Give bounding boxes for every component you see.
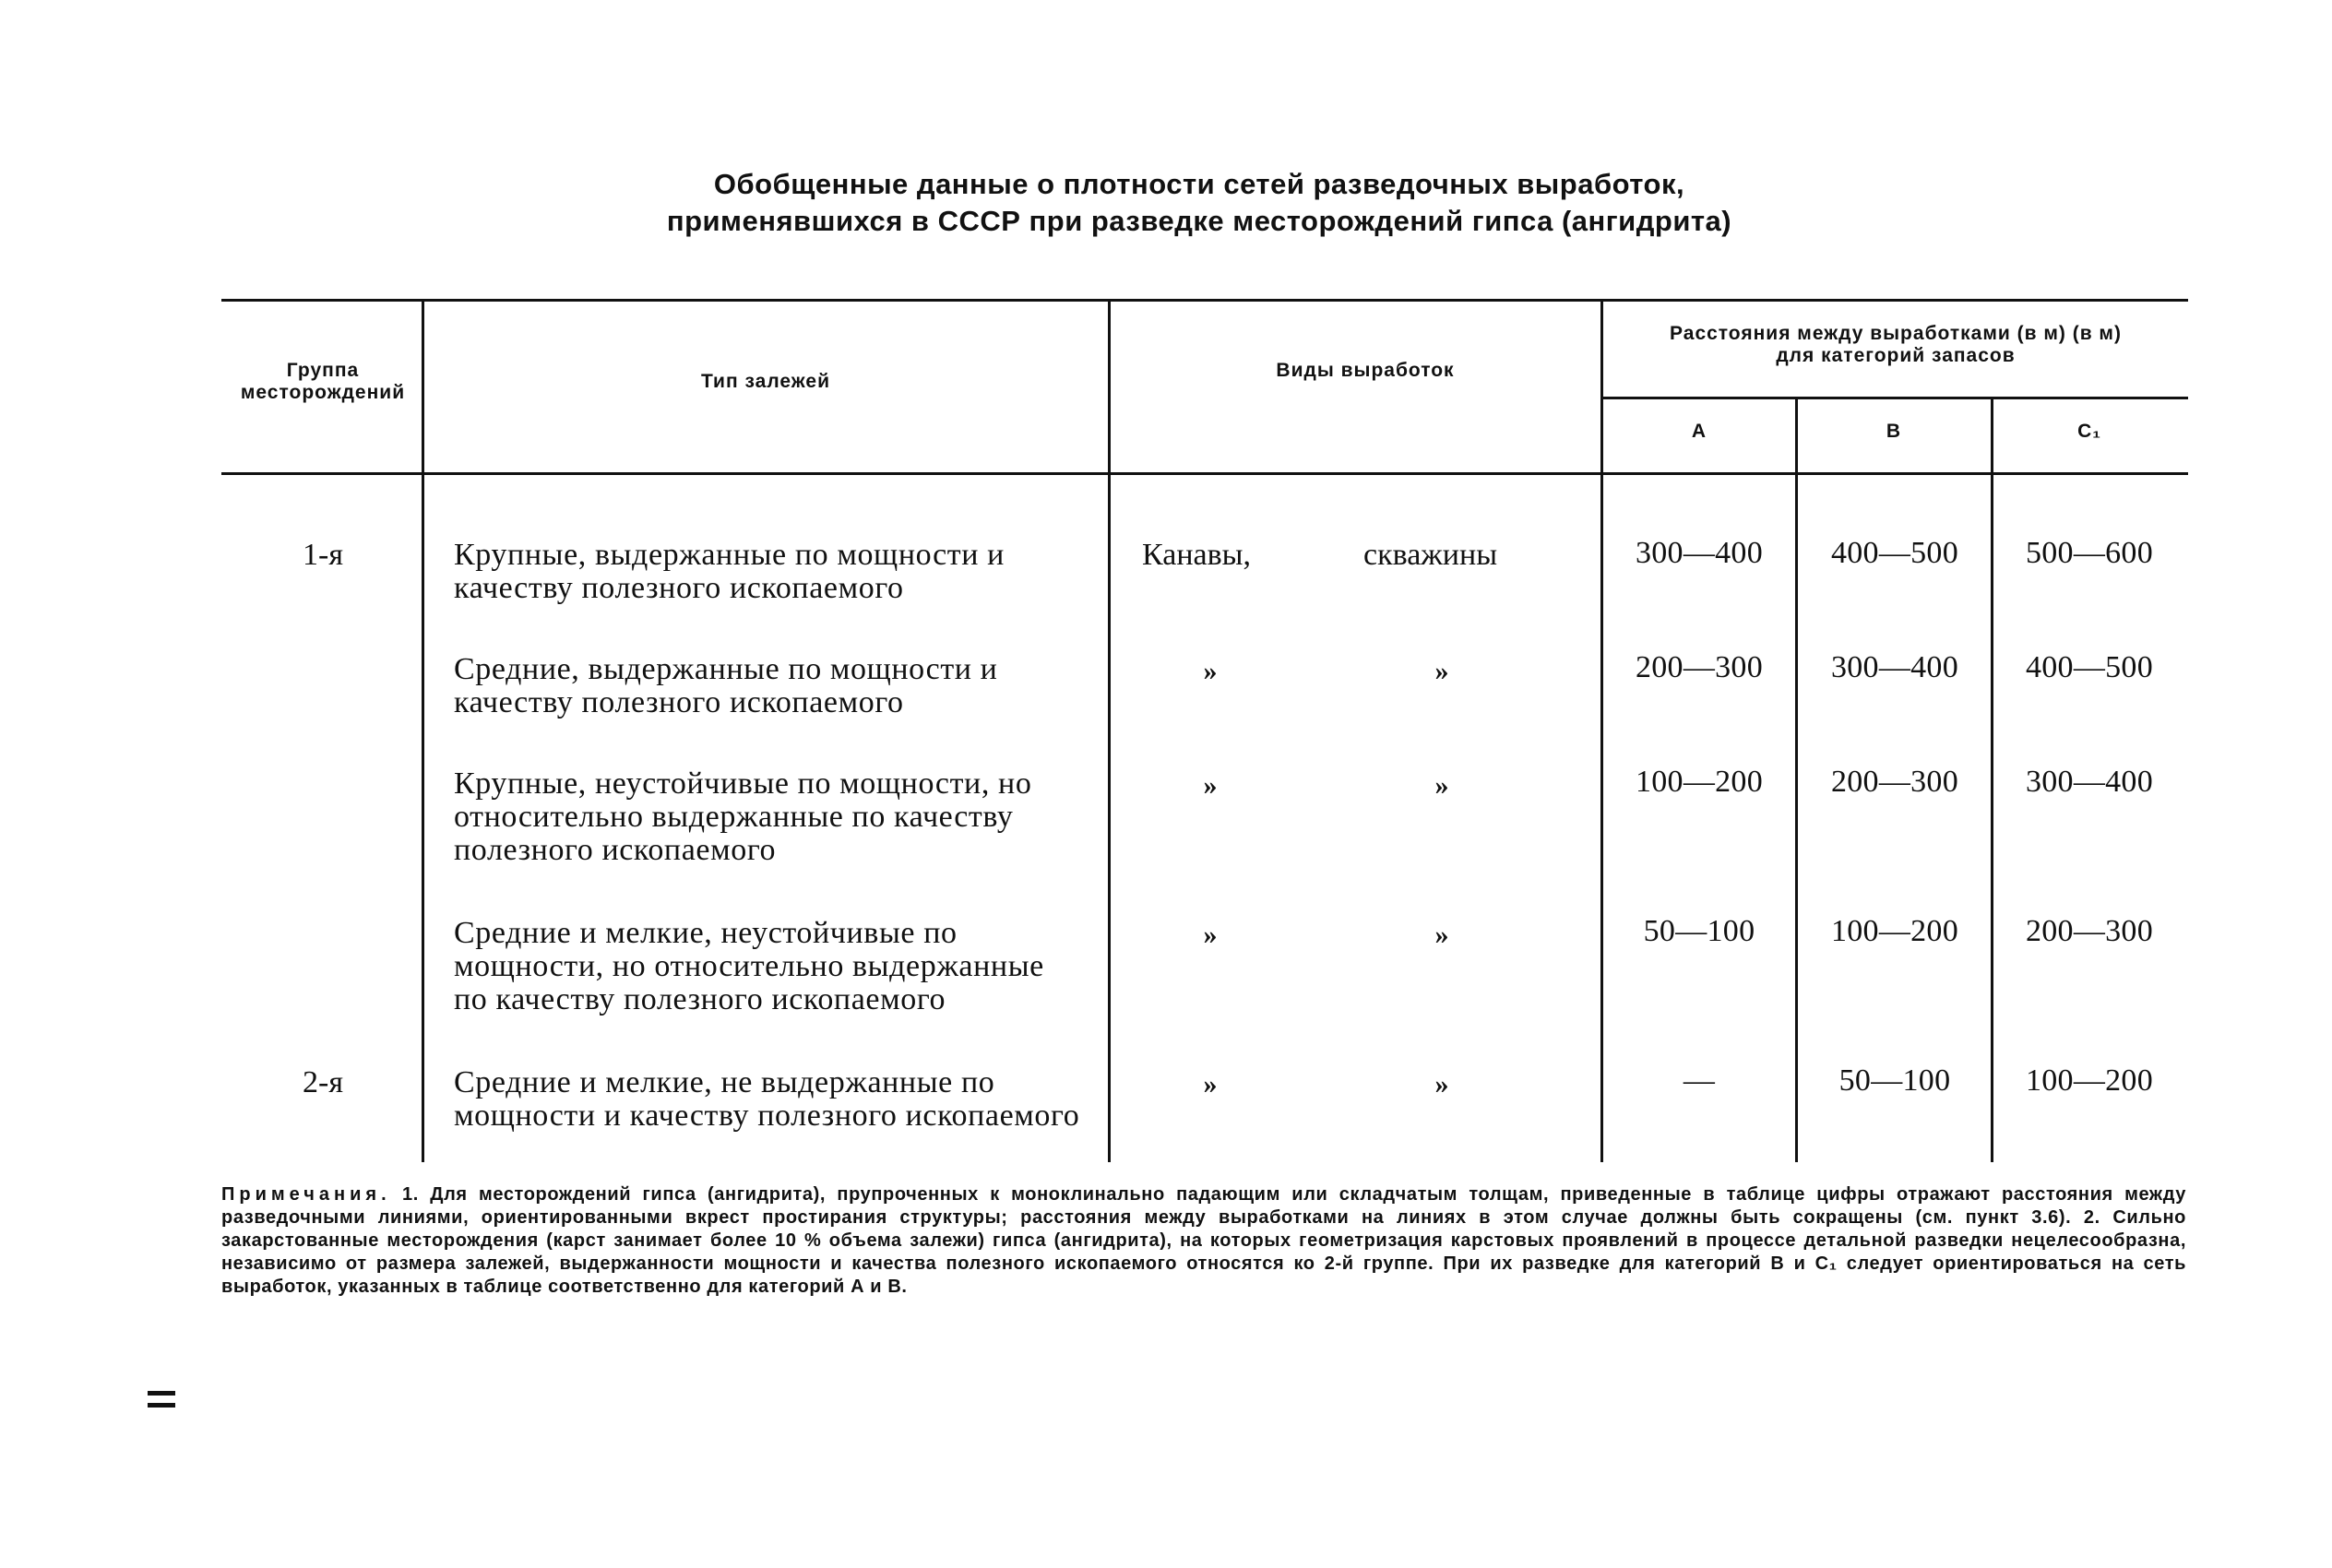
header-cat-b: В bbox=[1886, 421, 1902, 442]
distance-b-cell: 300—400 bbox=[1830, 650, 1959, 684]
ditto-mark: » bbox=[1203, 656, 1218, 686]
deposit-type-cell: Средние и мелкие, неустойчивые по мощности, но относительно выдержанные по качеству полезного ископаемого bbox=[454, 916, 1044, 1016]
workings-cell-1: Канавы, bbox=[1142, 538, 1252, 572]
notes-lead: Примечания. bbox=[221, 1184, 391, 1205]
header-type: Тип залежей bbox=[701, 371, 830, 392]
distance-b-cell: 100—200 bbox=[1830, 914, 1959, 948]
ditto-mark: » bbox=[1203, 1069, 1218, 1099]
title-line-1: Обобщенные данные о плотности сетей разведочных выработок, bbox=[713, 168, 1685, 200]
header-cat-c1: С₁ bbox=[2077, 421, 2101, 442]
ditto-mark: » bbox=[1434, 920, 1449, 950]
notes-text: 1. Для месторождений гипса (ангидрита), прупроченных к моноклинально падающим или складчатым толщам, приведенные в таблице цифры отражают расстояния между разведочными линиями, ориентированными вкрест простирания структуры; расстояния между выработками на линиях в этом случае должны быть сокращены (см. пункт 3.6). 2. Сильно закарстованные месторождения (карст занимает более 10 % объема залежи) гипса (ангидрита), на которых геометризация карстовых проявлений в процессе детальной разведки нецелесообразна, независимо от размера залежей, выдержанности мощности и качества полезного ископаемого относятся ко 2-й группе. При их разведке для категорий В и С₁ следует ориентироваться на сеть выработок, указанных в таблице соответственно для категорий А и В. bbox=[221, 1184, 2186, 1297]
subheader-rule bbox=[1600, 397, 2188, 399]
group-cell: 1-я bbox=[303, 538, 343, 572]
col-divider-2 bbox=[1108, 299, 1111, 1162]
distance-c1-cell: 200—300 bbox=[2025, 914, 2154, 948]
group-cell: 2-я bbox=[303, 1065, 343, 1099]
distance-a-cell: — bbox=[1683, 1063, 1716, 1098]
header-cat-a: А bbox=[1691, 421, 1707, 442]
ditto-mark: » bbox=[1434, 1069, 1449, 1099]
header-group: Группа месторождений bbox=[240, 360, 406, 403]
distance-c1-cell: 500—600 bbox=[2025, 536, 2154, 570]
header-workings: Виды выработок bbox=[1276, 360, 1455, 381]
page-number bbox=[148, 1385, 175, 1413]
distance-b-cell: 50—100 bbox=[1838, 1063, 1951, 1098]
deposit-type-cell: Средние, выдержанные по мощности и качеству полезного ископаемого bbox=[454, 652, 998, 719]
distance-a-cell: 300—400 bbox=[1635, 536, 1764, 570]
table-notes bbox=[221, 1183, 2186, 1299]
header-bottom-rule bbox=[221, 472, 2188, 475]
deposit-type-cell: Крупные, выдержанные по мощности и качеству полезного ископаемого bbox=[454, 538, 1005, 605]
ditto-mark: » bbox=[1434, 656, 1449, 686]
workings-cell-2: скважины bbox=[1363, 538, 1498, 572]
distance-c1-cell: 100—200 bbox=[2025, 1063, 2154, 1098]
ditto-mark: » bbox=[1434, 770, 1449, 801]
distance-c1-cell: 300—400 bbox=[2025, 765, 2154, 799]
distance-b-cell: 200—300 bbox=[1830, 765, 1959, 799]
col-divider-1 bbox=[422, 299, 424, 1162]
deposit-type-cell: Крупные, неустойчивые по мощности, но относительно выдержанные по качеству полезного ископаемого bbox=[454, 766, 1032, 867]
header-distances: Расстояния между выработками (в м) (в м) для категорий запасов bbox=[1670, 323, 2122, 366]
title-line-2: применявшихся в СССР при разведке месторождений гипса (ангидрита) bbox=[666, 205, 1732, 237]
ditto-mark: » bbox=[1203, 920, 1218, 950]
deposit-type-cell: Средние и мелкие, не выдержанные по мощности и качеству полезного ископаемого bbox=[454, 1065, 1080, 1133]
page-title bbox=[221, 166, 2177, 240]
distance-a-cell: 200—300 bbox=[1635, 650, 1764, 684]
distance-b-cell: 400—500 bbox=[1830, 536, 1959, 570]
ditto-mark: » bbox=[1203, 770, 1218, 801]
distance-a-cell: 50—100 bbox=[1643, 914, 1755, 948]
distance-c1-cell: 400—500 bbox=[2025, 650, 2154, 684]
distance-a-cell: 100—200 bbox=[1635, 765, 1764, 799]
table-top-rule bbox=[221, 299, 2188, 302]
